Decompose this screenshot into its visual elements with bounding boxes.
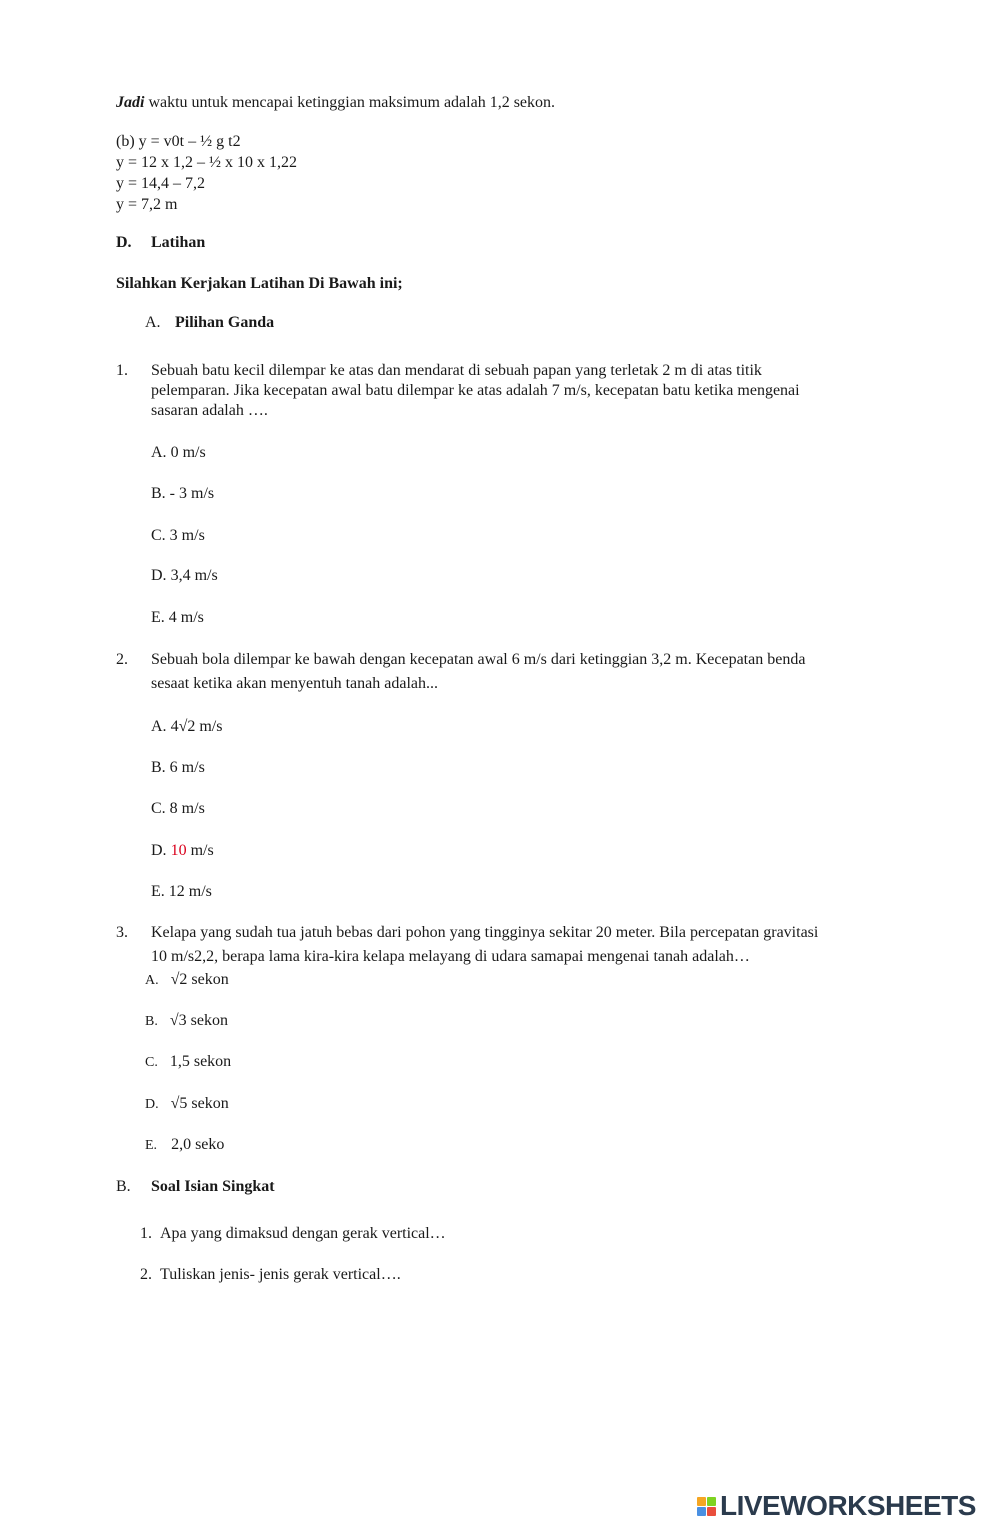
item-number: 1.	[140, 1225, 152, 1242]
q3-option-d[interactable]	[145, 1095, 229, 1113]
q3-option-a[interactable]	[145, 971, 229, 989]
item-number: 2.	[140, 1266, 152, 1283]
option-text: 4√2 m/s	[170, 718, 223, 735]
option-text: 6 m/s	[169, 759, 205, 776]
item-text: Apa yang dimaksud dengan gerak vertical…	[160, 1225, 446, 1242]
q2-option-c[interactable]	[151, 800, 205, 818]
option-text: 3 m/s	[169, 527, 205, 544]
option-text: 2,0 seko	[171, 1136, 225, 1153]
option-letter: E.	[145, 1138, 158, 1153]
q1-option-b[interactable]	[151, 485, 214, 503]
part-a-title: Pilihan Ganda	[175, 314, 275, 331]
logo-square	[697, 1507, 706, 1516]
conclusion-line	[116, 94, 555, 112]
option-text: 8 m/s	[169, 800, 205, 817]
item-text: Tuliskan jenis- jenis gerak vertical….	[160, 1266, 401, 1283]
instruction-text: Silahkan Kerjakan Latihan Di Bawah ini;	[116, 275, 403, 292]
option-letter: A.	[145, 973, 159, 988]
q1-option-a[interactable]	[151, 444, 206, 462]
question-1-line-3: sasaran adalah ….	[151, 402, 268, 419]
part-b-item-2	[140, 1266, 401, 1284]
option-letter: D.	[151, 842, 167, 859]
option-letter: C.	[151, 800, 166, 817]
liveworksheets-logo	[697, 1488, 976, 1524]
q3-option-e[interactable]	[145, 1136, 224, 1154]
question-3-line-2: 10 m/s2,2, berapa lama kira-kira kelapa melayang di udara samapai mengenai tanah adalah…	[151, 948, 750, 965]
part-a-letter: A.	[145, 314, 161, 331]
option-letter: B.	[151, 485, 166, 502]
calc-line-4: y = 7,2 m	[116, 196, 178, 213]
option-letter: B.	[151, 759, 166, 776]
option-text: 0 m/s	[170, 444, 206, 461]
q2-option-b[interactable]	[151, 759, 205, 777]
option-letter: B.	[145, 1014, 158, 1029]
option-text: √2 sekon	[170, 971, 229, 988]
option-letter: D.	[145, 1097, 159, 1112]
question-3-number: 3.	[116, 924, 128, 941]
conclusion-lead: Jadi	[116, 94, 145, 111]
option-letter: E.	[151, 609, 165, 626]
conclusion-rest: waktu untuk mencapai ketinggian maksimum adalah 1,2 sekon.	[144, 94, 556, 111]
logo-square	[707, 1497, 716, 1506]
part-b-item-1	[140, 1225, 446, 1243]
question-1-number: 1.	[116, 362, 128, 379]
q2-option-e[interactable]	[151, 883, 212, 901]
option-text-highlight: 10	[170, 842, 187, 859]
option-text: 4 m/s	[168, 609, 204, 626]
q1-option-e[interactable]	[151, 609, 204, 627]
question-2-line-1: Sebuah bola dilempar ke bawah dengan kecepatan awal 6 m/s dari ketinggian 3,2 m. Kecepatan benda	[151, 651, 806, 668]
logo-text: LIVEWORKSHEETS	[720, 1490, 976, 1521]
part-b-letter: B.	[116, 1178, 131, 1195]
calc-line-2: y = 12 x 1,2 – ½ x 10 x 1,22	[116, 154, 298, 171]
option-text: 1,5 sekon	[169, 1053, 232, 1070]
question-2-number: 2.	[116, 651, 128, 668]
option-text: √3 sekon	[169, 1012, 228, 1029]
calc-line-1: (b) y = v0t – ½ g t2	[116, 133, 241, 150]
logo-mark-icon	[697, 1497, 716, 1516]
calc-line-3: y = 14,4 – 7,2	[116, 175, 206, 192]
logo-square	[697, 1497, 706, 1506]
option-text: √5 sekon	[170, 1095, 229, 1112]
q1-option-d[interactable]	[151, 567, 218, 585]
option-text-rest: m/s	[186, 842, 214, 859]
q2-option-d[interactable]	[151, 842, 214, 860]
question-1-line-1: Sebuah batu kecil dilempar ke atas dan mendarat di sebuah papan yang terletak 2 m di atas titik	[151, 362, 762, 379]
option-letter: C.	[151, 527, 166, 544]
option-letter: A.	[151, 444, 167, 461]
option-text: - 3 m/s	[169, 485, 215, 502]
option-letter: C.	[145, 1055, 158, 1070]
option-text: 3,4 m/s	[170, 567, 218, 584]
question-3-line-1: Kelapa yang sudah tua jatuh bebas dari pohon yang tingginya sekitar 20 meter. Bila percepatan gravitasi	[151, 924, 819, 941]
option-letter: A.	[151, 718, 167, 735]
option-letter: D.	[151, 567, 167, 584]
section-d-letter: D.	[116, 234, 132, 251]
option-letter: E.	[151, 883, 165, 900]
q3-option-c[interactable]	[145, 1053, 231, 1071]
q3-option-b[interactable]	[145, 1012, 228, 1030]
question-2-line-2: sesaat ketika akan menyentuh tanah adalah...	[151, 675, 438, 692]
option-text: 12 m/s	[168, 883, 212, 900]
q1-option-c[interactable]	[151, 527, 205, 545]
part-b-title: Soal Isian Singkat	[151, 1178, 275, 1195]
logo-square	[707, 1507, 716, 1516]
section-d-title: Latihan	[151, 234, 206, 251]
q2-option-a[interactable]	[151, 718, 222, 736]
question-1-line-2: pelemparan. Jika kecepatan awal batu dilempar ke atas adalah 7 m/s, kecepatan batu ketika mengenai	[151, 382, 800, 399]
